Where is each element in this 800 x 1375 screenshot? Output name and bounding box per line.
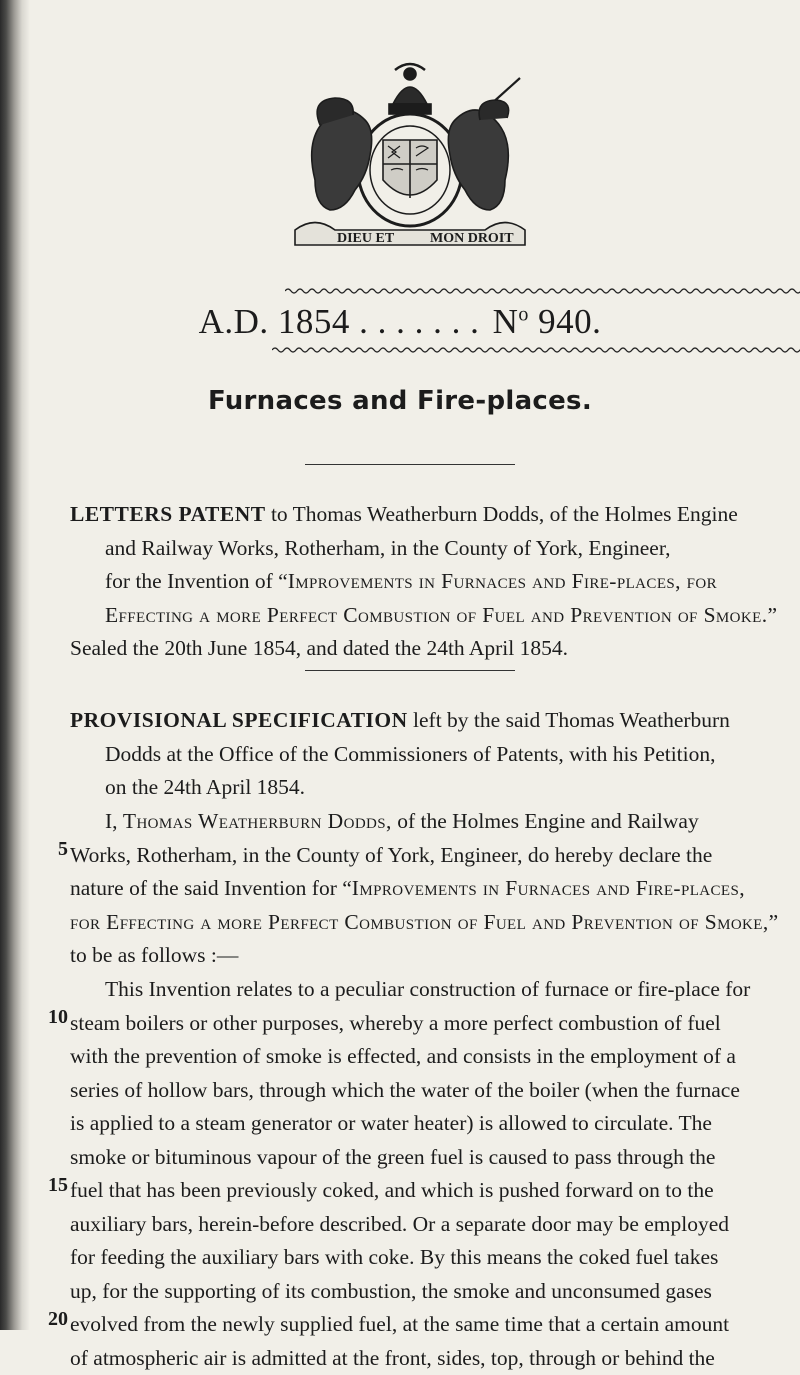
body-line: is applied to a steam generator or water heater) is allowed to circulate. The (70, 1107, 775, 1141)
body-line: steam boilers or other purposes, whereby a more perfect combustion of fuel (70, 1007, 775, 1041)
body-line: fuel that has been previously coked, and which is pushed forward on to the (70, 1174, 775, 1208)
body-line: for feeding the auxiliary bars with coke. By this means the coked fuel takes (70, 1241, 775, 1275)
line-number-5: 5 (38, 838, 68, 861)
patent-header (0, 302, 800, 342)
line-number-20: 20 (38, 1308, 68, 1331)
body-line: of atmospheric air is admitted at the front, sides, top, through or behind the (70, 1342, 775, 1375)
wavy-rule-bottom (272, 346, 800, 354)
declaration-paragraph: I, Thomas Weatherburn Dodds, of the Holmes Engine and Railway Works, Rotherham, in the County of York, Engineer, do hereby declare the nature of the said Invention for “Improvements in Furnaces and Fire-places, for Effecting a more Perfect Combustion of Fuel and Prevention of Smoke,” to be as follows :— (70, 805, 775, 973)
provisional-specification-paragraph: PROVISIONAL SPECIFICATION left by the said Thomas Weatherburn Dodds at the Office of the Commissioners of Patents, with his Petition, on the 24th April 1854. (70, 704, 775, 805)
wavy-rule-top (285, 287, 800, 295)
document-title: Furnaces and Fire-places. (0, 386, 800, 416)
line-number-10: 10 (38, 1006, 68, 1029)
patent-number-prefix: $N^o$ (493, 302, 529, 341)
patent-year: A.D. 1854 . . . . . . . (199, 302, 480, 341)
body-line: smoke or bituminous vapour of the green fuel is caused to pass through the (70, 1141, 775, 1175)
divider-rule (305, 464, 515, 465)
body-line: with the prevention of smoke is effected, and consists in the employment of a (70, 1040, 775, 1074)
body-line: This Invention relates to a peculiar construction of furnace or fire-place for (70, 973, 775, 1007)
body-line: series of hollow bars, through which the water of the boiler (when the furnace (70, 1074, 775, 1108)
body-line: auxiliary bars, herein-before described. Or a separate door may be employed (70, 1208, 775, 1242)
motto-left-text: DIEU ET (337, 231, 395, 246)
line-number-15: 15 (38, 1174, 68, 1197)
patent-number: 940. (538, 302, 601, 341)
letters-patent-paragraph: LETTERS PATENT to Thomas Weatherburn Dodds, of the Holmes Engine and Railway Works, Rotherham, in the County of York, Engineer, for the Invention of “Improvements in Furnaces and Fire-places, for Effecting a more Perfect Combustion of Fuel and Prevention of Smoke.” Sealed the 20th June 1854, and dated the 24th April 1854. (70, 498, 775, 666)
divider-rule-2 (305, 670, 515, 671)
page-binding-edge (0, 0, 30, 1330)
motto-right-text: MON DROIT (430, 231, 514, 246)
royal-coat-of-arms (275, 60, 545, 250)
body-line: evolved from the newly supplied fuel, at the same time that a certain amount (70, 1308, 775, 1342)
body-line: up, for the supporting of its combustion, the smoke and unconsumed gases (70, 1275, 775, 1309)
specification-body (70, 973, 775, 1375)
